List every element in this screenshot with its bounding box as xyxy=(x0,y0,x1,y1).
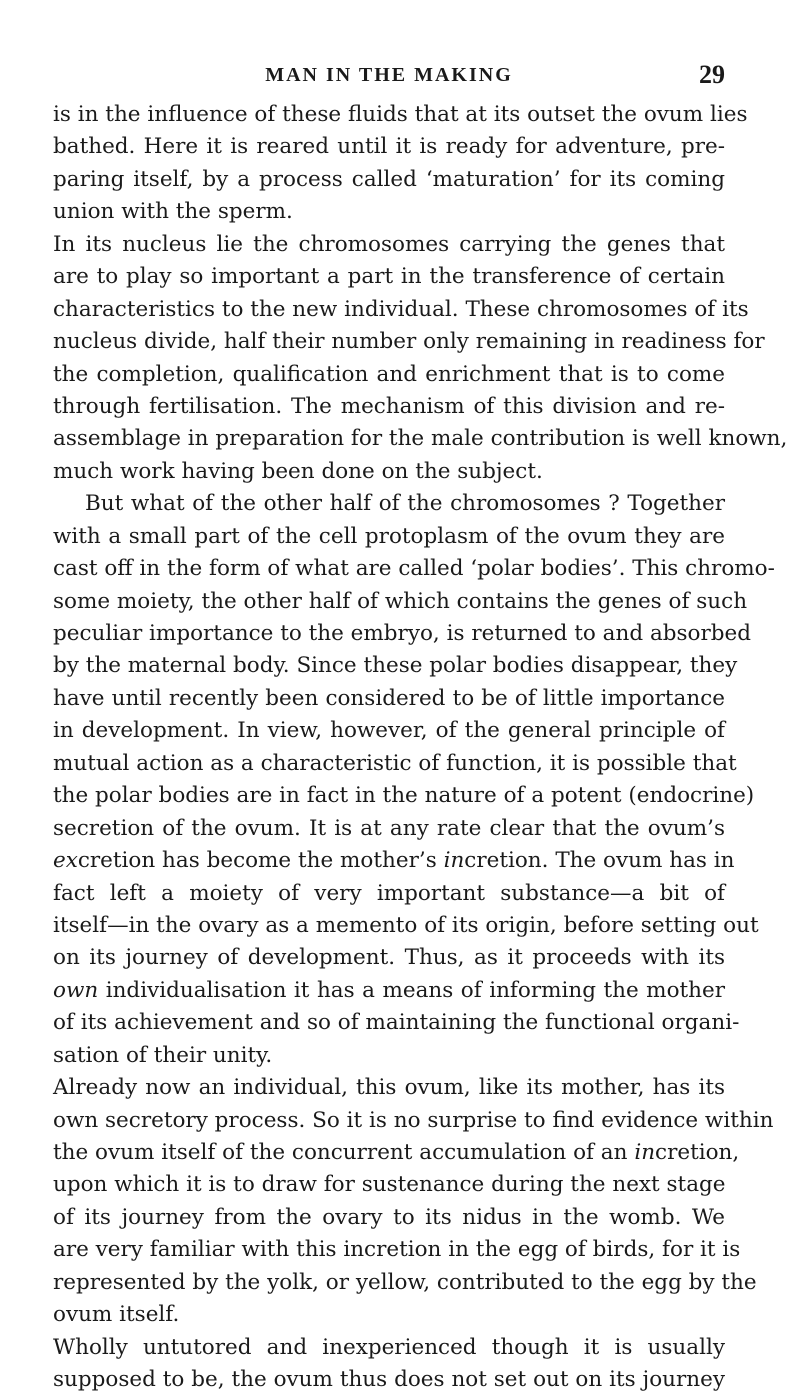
text-line: nucleus divide, half their number only remaining in readiness for xyxy=(53,329,765,355)
text-line: by the maternal body. Since these polar bodies disappear, they xyxy=(53,653,738,679)
text-line: the polar bodies are in fact in the nature of a potent (endocrine) xyxy=(53,783,755,809)
text-line: characteristics to the new individual. These chromosomes of its xyxy=(53,296,749,322)
running-title: MAN IN THE MAKING xyxy=(265,64,513,86)
text-line: But what of the other half of the chromosomes ? Together xyxy=(85,491,725,517)
text-line: are very familiar with this incretion in the egg of birds, for it is xyxy=(53,1237,741,1263)
text-line: assemblage in preparation for the male contribution is well known, xyxy=(53,426,788,452)
text-line: Already now an individual, this ovum, like its mother, has its xyxy=(53,1075,725,1101)
page-header xyxy=(53,60,725,94)
text-line: some moiety, the other half of which contains the genes of such xyxy=(53,588,748,614)
text-line: in development. In view, however, of the general principle of xyxy=(53,718,725,744)
body-text xyxy=(53,99,788,1397)
text-line: are to play so important a part in the transference of certain xyxy=(53,264,725,290)
text-line: paring itself, by a process called ‘maturation’ for its coming xyxy=(53,166,725,192)
text-line: union with the sperm. xyxy=(53,199,293,225)
text-line: represented by the yolk, or yellow, contributed to the egg by the xyxy=(53,1269,757,1295)
text-line: mutual action as a characteristic of function, it is possible that xyxy=(53,750,737,776)
text-line: secretion of the ovum. It is at any rate clear that the ovum’s xyxy=(53,815,725,841)
text-line: In its nucleus lie the chromosomes carrying the genes that xyxy=(53,231,725,257)
text-line: excretion has become the mother’s incretion. The ovum has in xyxy=(53,848,735,874)
text-line: through fertilisation. The mechanism of this division and re- xyxy=(53,393,725,419)
page-number: 29 xyxy=(699,60,725,89)
text-line: of its achievement and so of maintaining the functional organi- xyxy=(53,1010,740,1036)
text-line: supposed to be, the ovum thus does not set out on its journey xyxy=(53,1367,725,1393)
text-line: fact left a moiety of very important substance—a bit of xyxy=(53,880,725,906)
text-line: on its journey of development. Thus, as it proceeds with its xyxy=(53,945,725,971)
text-line: ovum itself. xyxy=(53,1302,180,1328)
text-line: is in the influence of these fluids that at its outset the ovum lies xyxy=(53,102,748,127)
text-line: peculiar importance to the embryo, is returned to and absorbed xyxy=(53,621,752,646)
text-line: the completion, qualification and enrichment that is to come xyxy=(53,361,725,387)
text-line: sation of their unity. xyxy=(53,1042,273,1068)
text-line: upon which it is to draw for sustenance during the next stage xyxy=(53,1172,726,1198)
text-line: itself—in the ovary as a memento of its origin, before setting out xyxy=(53,912,759,938)
text-line: the ovum itself of the concurrent accumulation of an incretion, xyxy=(53,1140,740,1165)
text-line: bathed. Here it is reared until it is ready for adventure, pre- xyxy=(53,134,725,160)
text-line: own secretory process. So it is no surprise to find evidence within xyxy=(53,1107,774,1133)
text-line: Wholly untutored and inexperienced though it is usually xyxy=(53,1334,725,1360)
text-line: of its journey from the ovary to its nidus in the womb. We xyxy=(53,1204,725,1230)
text-line: have until recently been considered to be of little importance xyxy=(53,685,725,711)
text-line: own individualisation it has a means of informing the mother xyxy=(53,977,725,1003)
text-line: cast off in the form of what are called ‘polar bodies’. This chromo- xyxy=(53,556,775,582)
text-line: much work having been done on the subject. xyxy=(53,458,543,484)
text-line: with a small part of the cell protoplasm of the ovum they are xyxy=(53,523,725,549)
